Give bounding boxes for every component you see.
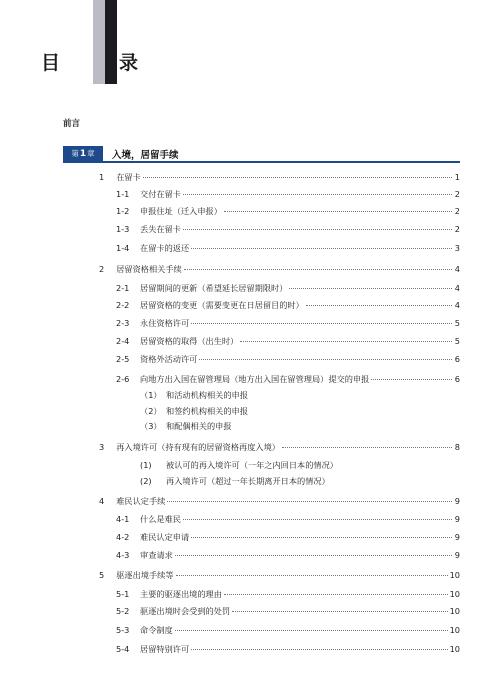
page-title: 目 录	[41, 52, 159, 74]
toc-label: 什么是难民	[140, 514, 181, 524]
toc-number: 1-4	[116, 243, 130, 253]
toc-page: 1	[454, 172, 460, 182]
toc-entry-2-1[interactable]	[116, 281, 460, 295]
toc-page: 6	[454, 374, 460, 384]
toc-page: 9	[454, 550, 460, 560]
toc-page: 9	[454, 496, 460, 506]
toc-page: 2	[454, 206, 460, 216]
toc-page: 10	[449, 606, 460, 616]
toc-number: 2	[99, 264, 105, 274]
toc-leader	[232, 611, 448, 612]
toc-entry-1-2[interactable]	[116, 204, 460, 218]
toc-label: 在留卡	[116, 172, 141, 182]
toc-leader	[184, 269, 452, 270]
toc-number: 4	[99, 496, 105, 506]
toc-page: 4	[454, 264, 460, 274]
toc-number: 2-6	[116, 374, 130, 384]
toc-number: 2-3	[116, 318, 130, 328]
toc-number: 4-2	[116, 532, 130, 542]
toc-number: 5	[99, 570, 105, 580]
toc-entry-2-6[interactable]	[116, 372, 460, 386]
toc-label: 居留期间的更新（希望延长居留期限时）	[140, 283, 288, 293]
toc-entry-1-1[interactable]	[116, 187, 460, 201]
toc-label: 难民认定申请	[140, 532, 190, 542]
toc-leader	[183, 229, 452, 230]
toc-page: 5	[454, 318, 460, 328]
toc-label: 命令制度	[140, 625, 173, 635]
toc-number: 5-4	[116, 644, 130, 654]
toc-label: 申报住址（迁入申报）	[140, 206, 222, 216]
toc-number: 5-1	[116, 589, 130, 599]
toc-entry-1-4[interactable]	[116, 241, 460, 255]
toc-leader	[143, 177, 452, 178]
toc-leader	[175, 555, 452, 556]
toc-label: 和配偶相关的申报	[166, 421, 232, 431]
toc-entry-5-2[interactable]	[116, 604, 460, 618]
toc-page: 5	[454, 336, 460, 346]
toc-leader	[282, 447, 452, 448]
toc-label: 资格外活动许可	[140, 354, 198, 364]
toc-page: 4	[454, 300, 460, 310]
toc-page: 10	[449, 570, 460, 580]
toc-page: 9	[454, 514, 460, 524]
toc-number: 4-1	[116, 514, 130, 524]
toc-label: 居留资格的变更（需要变更在日居留目的时）	[140, 300, 304, 310]
toc-page: 10	[449, 589, 460, 599]
toc-leader	[224, 211, 452, 212]
toc-entry-4[interactable]	[99, 494, 460, 508]
toc-label: 驱逐出境时会受到的处罚	[140, 606, 231, 616]
toc-number: 1-3	[116, 224, 130, 234]
toc-number: 3	[99, 442, 105, 452]
toc-entry-4-2[interactable]	[116, 530, 460, 544]
toc-leader	[176, 575, 448, 576]
toc-entry-1-3[interactable]	[116, 222, 460, 236]
toc-entry-5[interactable]	[99, 568, 460, 582]
chapter-badge-number: 1	[79, 148, 87, 159]
chapter-badge	[63, 146, 103, 161]
toc-entry-4-1[interactable]	[116, 512, 460, 526]
toc-label: 难民认定手续	[116, 496, 166, 506]
toc-label: 向地方出入国在留管理局（地方出入国在留管理局）提交的申报	[140, 374, 370, 384]
toc-label: 再入境许可（超过一年长期离开日本的情况）	[166, 476, 330, 486]
toc-page: 2	[454, 224, 460, 234]
toc-page: 2	[454, 189, 460, 199]
toc-entry-4-3[interactable]	[116, 548, 460, 562]
toc-leader	[199, 359, 452, 360]
toc-number: (2)	[140, 476, 152, 486]
chapter-badge-suffix: 章	[87, 149, 95, 158]
preface-link[interactable]: 前言	[63, 119, 81, 129]
toc-entry-1[interactable]	[99, 170, 460, 184]
toc-label: 居留特别许可	[140, 644, 190, 654]
toc-label: 审查请求	[140, 550, 173, 560]
toc-number: （1）	[140, 390, 162, 400]
toc-leader	[175, 630, 448, 631]
toc-entry-2-5[interactable]	[116, 352, 460, 366]
toc-label: 交付在留卡	[140, 189, 181, 199]
toc-number: 2-5	[116, 354, 130, 364]
toc-label: 被认可的再入境许可（一年之内回日本的情况）	[166, 460, 338, 470]
toc-label: 和活动机构相关的申报	[166, 390, 248, 400]
toc-leader	[191, 537, 452, 538]
toc-page: 10	[449, 625, 460, 635]
toc-entry-2-4[interactable]	[116, 334, 460, 348]
toc-label: 丢失在留卡	[140, 224, 181, 234]
toc-label: 再入境许可（持有现有的居留资格再度入境）	[116, 442, 280, 452]
toc-number: （2）	[140, 406, 162, 416]
toc-page: 9	[454, 532, 460, 542]
toc-number: (1)	[140, 460, 152, 470]
toc-label: 和签约机构相关的申报	[166, 406, 248, 416]
toc-number: 1	[99, 172, 105, 182]
toc-page: 8	[454, 442, 460, 452]
toc-entry-3[interactable]	[99, 440, 460, 454]
toc-leader	[191, 649, 447, 650]
toc-leader	[167, 501, 452, 502]
toc-leader	[191, 323, 452, 324]
toc-page: 10	[449, 644, 460, 654]
toc-number: 2-4	[116, 336, 130, 346]
chapter-header	[63, 146, 460, 162]
toc-label: 居留资格的取得（出生时）	[140, 336, 239, 346]
toc-number: 1-2	[116, 206, 130, 216]
toc-number: 2-2	[116, 300, 130, 310]
toc-leader	[183, 519, 452, 520]
toc-page: 4	[454, 283, 460, 293]
toc-number: 1-1	[116, 189, 130, 199]
toc-leader	[371, 379, 452, 380]
toc-label: 在留卡的返还	[140, 243, 190, 253]
toc-leader	[240, 341, 452, 342]
toc-label: 驱逐出境手续等	[116, 570, 174, 580]
toc-leader	[289, 288, 452, 289]
toc-entry-5-1[interactable]	[116, 587, 460, 601]
toc-entry-5-4[interactable]	[116, 642, 460, 656]
toc-entry-2-3[interactable]	[116, 316, 460, 330]
toc-number: （3）	[140, 421, 162, 431]
toc-label: 主要的驱逐出境的理由	[140, 589, 222, 599]
toc-page: 6	[454, 354, 460, 364]
toc-leader	[183, 194, 452, 195]
chapter-title[interactable]: 入境，居留手续	[112, 150, 179, 161]
toc-entry-2-2[interactable]	[116, 298, 460, 312]
chapter-badge-prefix: 第	[71, 149, 79, 158]
toc-label: 永住资格许可	[140, 318, 190, 328]
toc-entry-2[interactable]	[99, 262, 460, 276]
toc-number: 5-3	[116, 625, 130, 635]
toc-number: 5-2	[116, 606, 130, 616]
toc-page: 3	[454, 243, 460, 253]
chapter-rule	[63, 161, 460, 163]
toc-leader	[191, 248, 452, 249]
toc-leader	[224, 594, 448, 595]
toc-number: 4-3	[116, 550, 130, 560]
toc-leader	[306, 305, 452, 306]
toc-label: 居留资格相关手续	[116, 264, 182, 274]
toc-entry-5-3[interactable]	[116, 623, 460, 637]
toc-number: 2-1	[116, 283, 130, 293]
